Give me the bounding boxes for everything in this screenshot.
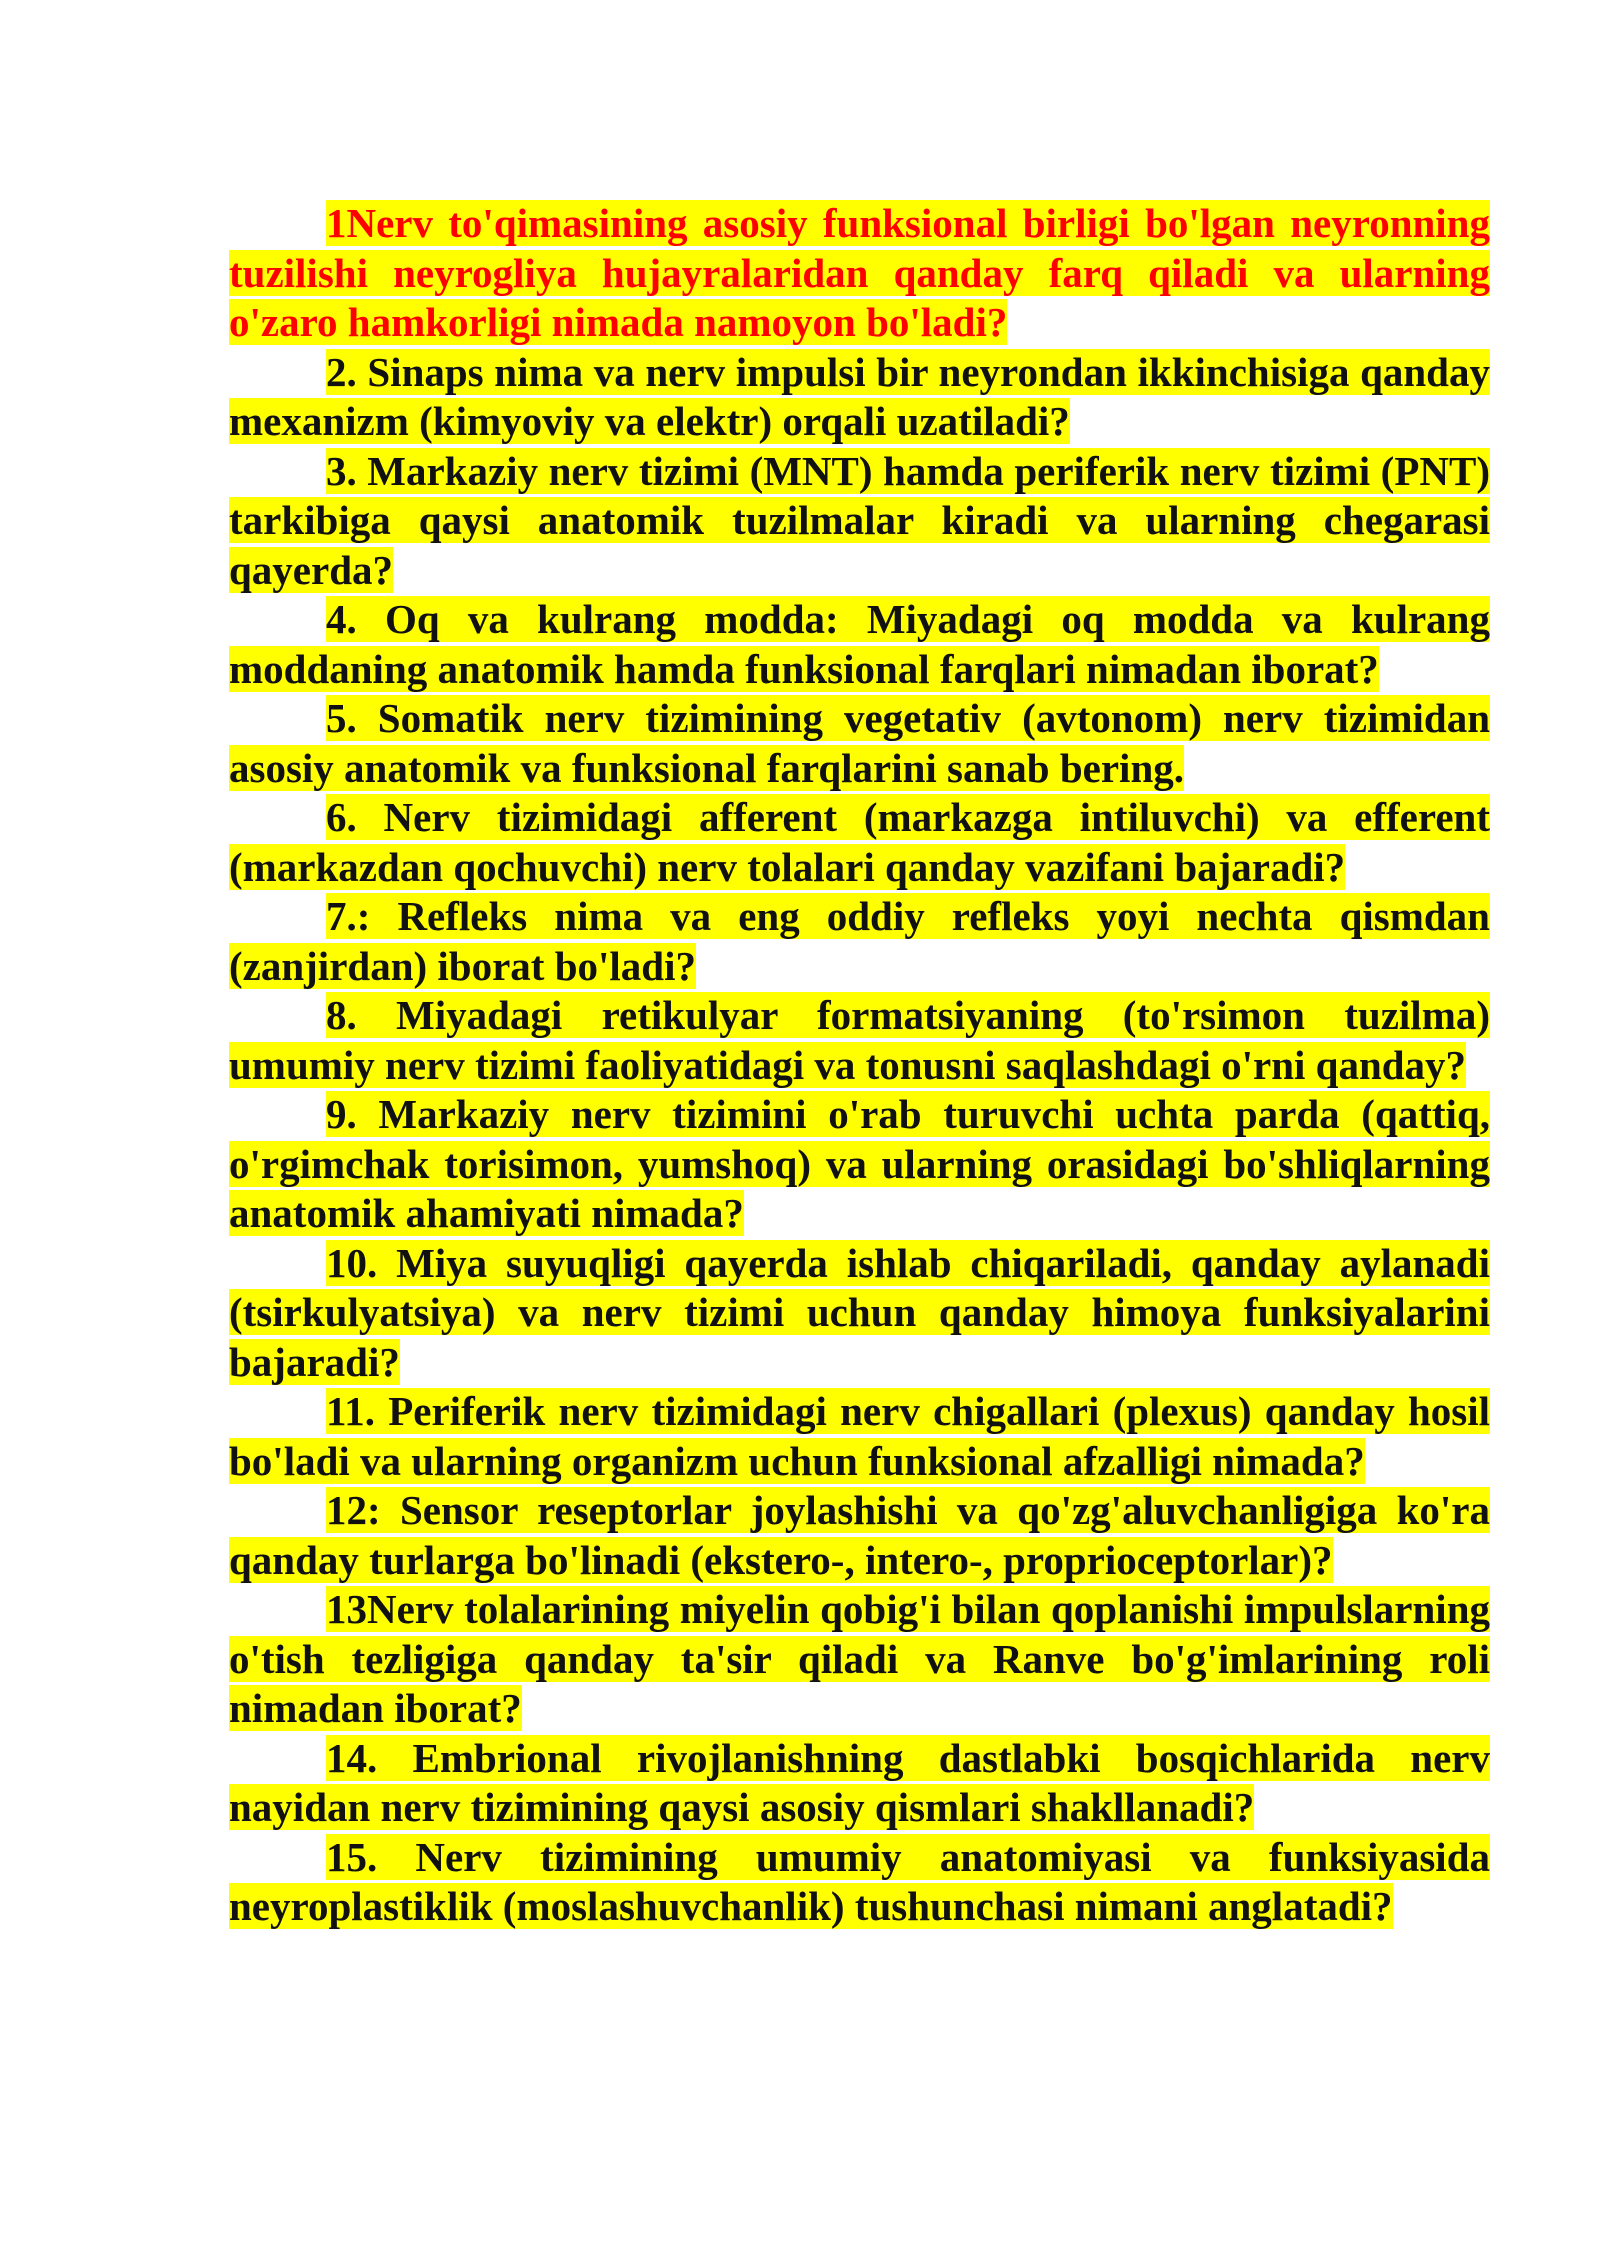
question-15 bbox=[229, 1833, 1490, 1932]
question-4 bbox=[229, 595, 1490, 694]
question-6 bbox=[229, 793, 1490, 892]
question-1-text: 1Nerv to'qimasining asosiy funksional birligi bo'lgan neyronning tuzilishi neyrogliya hujayralaridan qanday farq qiladi va ularning o'zaro hamkorligi nimada namoyon bo'ladi? bbox=[229, 200, 1490, 345]
question-12 bbox=[229, 1486, 1490, 1585]
question-5-text: 5. Somatik nerv tizimining vegetativ (avtonom) nerv tizimidan asosiy anatomik va funksional farqlarini sanab bering. bbox=[229, 695, 1490, 791]
question-5 bbox=[229, 694, 1490, 793]
question-11-text: 11. Periferik nerv tizimidagi nerv chigallari (plexus) qanday hosil bo'ladi va ularning organizm uchun funksional afzalligi nimada? bbox=[229, 1388, 1490, 1484]
question-10-text: 10. Miya suyuqligi qayerda ishlab chiqariladi, qanday aylanadi (tsirkulyatsiya) va nerv tizimi uchun qanday himoya funksiyalarini bajaradi? bbox=[229, 1239, 1490, 1385]
question-2 bbox=[229, 348, 1490, 447]
question-11 bbox=[229, 1387, 1490, 1486]
question-8-text: 8. Miyadagi retikulyar formatsiyaning (to'rsimon tuzilma) umumiy nerv tizimi faoliyatidagi va tonusni saqlashdagi o'rni qanday? bbox=[229, 992, 1490, 1088]
question-15-text: 15. Nerv tizimining umumiy anatomiyasi va funksiyasida neyroplastiklik (moslashuvchanlik) tushunchasi nimani anglatadi? bbox=[229, 1833, 1490, 1929]
question-12-text: 12: Sensor reseptorlar joylashishi va qo'zg'aluvchanligiga ko'ra qanday turlarga bo'linadi (ekstero-, intero-, proprioceptorlar)? bbox=[229, 1487, 1490, 1583]
question-9-text: 9. Markaziy nerv tizimini o'rab turuvchi uchta parda (qattiq, o'rgimchak torisimon, yumshoq) va ularning orasidagi bo'shliqlarning anatomik ahamiyati nimada? bbox=[229, 1091, 1490, 1236]
question-14 bbox=[229, 1734, 1490, 1833]
question-9 bbox=[229, 1090, 1490, 1239]
question-1 bbox=[229, 199, 1490, 348]
question-3-text: 3. Markaziy nerv tizimi (MNT) hamda periferik nerv tizimi (PNT) tarkibiga qaysi anatomik tuzilmalar kiradi va ularning chegarasi qayerda? bbox=[229, 447, 1490, 593]
question-13 bbox=[229, 1585, 1490, 1734]
question-14-text: 14. Embrional rivojlanishning dastlabki bosqichlarida nerv nayidan nerv tizimining qaysi asosiy qismlari shakllanadi? bbox=[229, 1734, 1490, 1830]
question-7 bbox=[229, 892, 1490, 991]
question-10 bbox=[229, 1239, 1490, 1388]
question-list bbox=[229, 199, 1490, 1932]
question-3 bbox=[229, 447, 1490, 596]
question-4-text: 4. Oq va kulrang modda: Miyadagi oq modda va kulrang moddaning anatomik hamda funksional farqlari nimadan iborat? bbox=[229, 596, 1490, 692]
question-7-text: 7.: Refleks nima va eng oddiy refleks yoyi nechta qismdan (zanjirdan) iborat bo'ladi? bbox=[229, 893, 1490, 989]
question-2-text: 2. Sinaps nima va nerv impulsi bir neyrondan ikkinchisiga qanday mexanizm (kimyoviy va elektr) orqali uzatiladi? bbox=[229, 348, 1490, 444]
question-6-text: 6. Nerv tizimidagi afferent (markazga intiluvchi) va efferent (markazdan qochuvchi) nerv tolalari qanday vazifani bajaradi? bbox=[229, 794, 1490, 890]
question-8 bbox=[229, 991, 1490, 1090]
question-13-text: 13Nerv tolalarining miyelin qobig'i bilan qoplanishi impulslarning o'tish tezligiga qanday ta'sir qiladi va Ranve bo'g'imlarining roli nimadan iborat? bbox=[229, 1586, 1490, 1731]
